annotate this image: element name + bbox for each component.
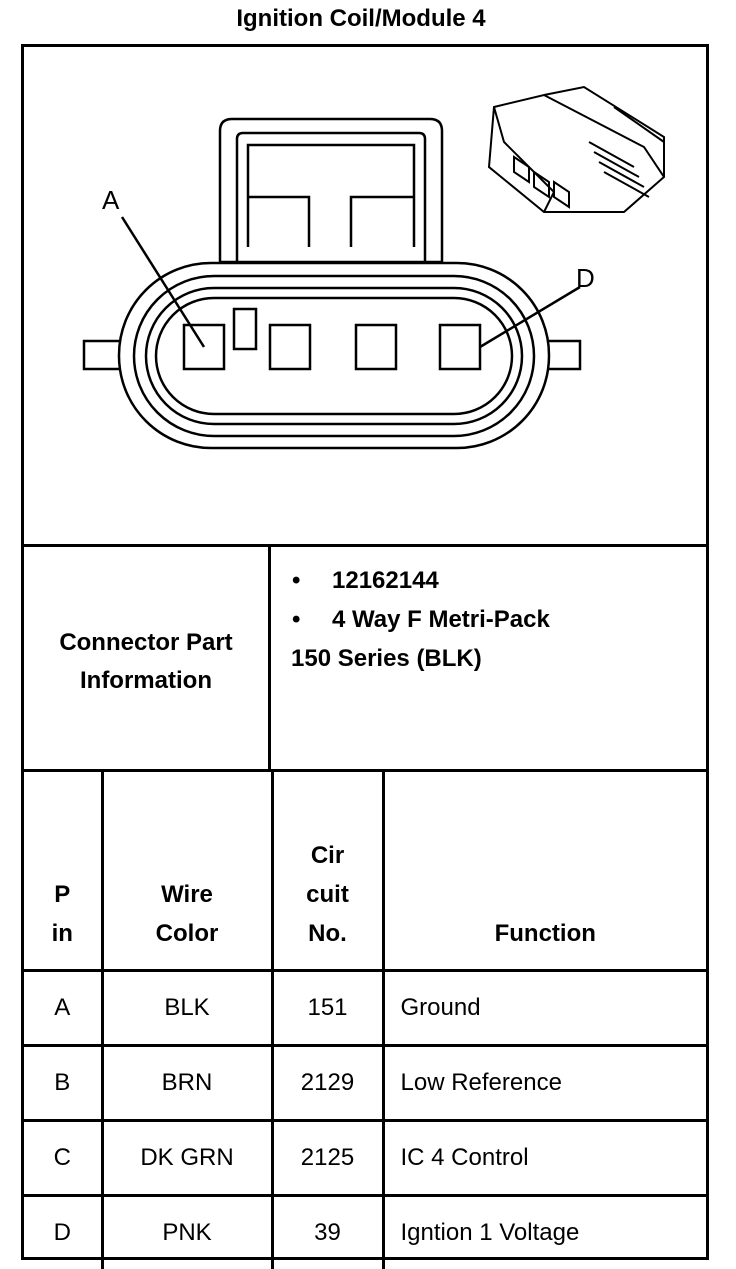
pin-cell: B	[24, 1046, 102, 1121]
function-cell: IC 4 Control	[383, 1121, 706, 1196]
part-number: 12162144	[332, 567, 439, 594]
wire-color-cell: PNK	[102, 1196, 272, 1269]
bullet-marker: •	[292, 561, 332, 600]
page-title: Ignition Coil/Module 4	[0, 4, 722, 34]
connector-info-value	[274, 547, 706, 769]
pin-cell: A	[24, 971, 102, 1046]
circuit-cell: 151	[272, 971, 383, 1046]
connector-type: 4 Way F Metri-Pack	[332, 606, 550, 633]
connector-info-label-line2: Information	[59, 662, 232, 700]
pin-a-callout: A	[102, 185, 120, 215]
function-cell: Low Reference	[383, 1046, 706, 1121]
header-function: Function	[383, 772, 706, 971]
circuit-cell: 2129	[272, 1046, 383, 1121]
connector-info-row	[24, 547, 706, 772]
wire-color-cell: BRN	[102, 1046, 272, 1121]
connector-face-drawing	[24, 47, 706, 544]
function-cell: Igntion 1 Voltage	[383, 1196, 706, 1269]
header-circuit-number: Cir cuit No.	[272, 772, 383, 971]
pin-cell: D	[24, 1196, 102, 1269]
bullet-marker: •	[292, 600, 332, 639]
connector-info-label-line1: Connector Part	[59, 624, 232, 662]
connector-type-bullet	[292, 600, 550, 639]
pin-table-header	[24, 772, 706, 971]
table-row	[24, 1196, 706, 1269]
table-row	[24, 971, 706, 1046]
wire-color-cell: BLK	[102, 971, 272, 1046]
connector-info-label	[24, 547, 271, 769]
header-wire-color: Wire Color	[102, 772, 272, 971]
connector-sheet	[21, 44, 709, 1260]
circuit-cell: 39	[272, 1196, 383, 1269]
part-number-bullet	[292, 561, 439, 600]
table-row	[24, 1046, 706, 1121]
pin-cell: C	[24, 1121, 102, 1196]
circuit-cell: 2125	[272, 1121, 383, 1196]
header-pin: P in	[24, 772, 102, 971]
pin-table	[24, 772, 706, 1269]
connector-diagram	[24, 47, 706, 547]
pin-d-callout: D	[576, 263, 595, 293]
connector-series: 150 Series (BLK)	[291, 639, 482, 678]
connector-iso-view	[489, 87, 664, 212]
function-cell: Ground	[383, 971, 706, 1046]
table-row	[24, 1121, 706, 1196]
wire-color-cell: DK GRN	[102, 1121, 272, 1196]
